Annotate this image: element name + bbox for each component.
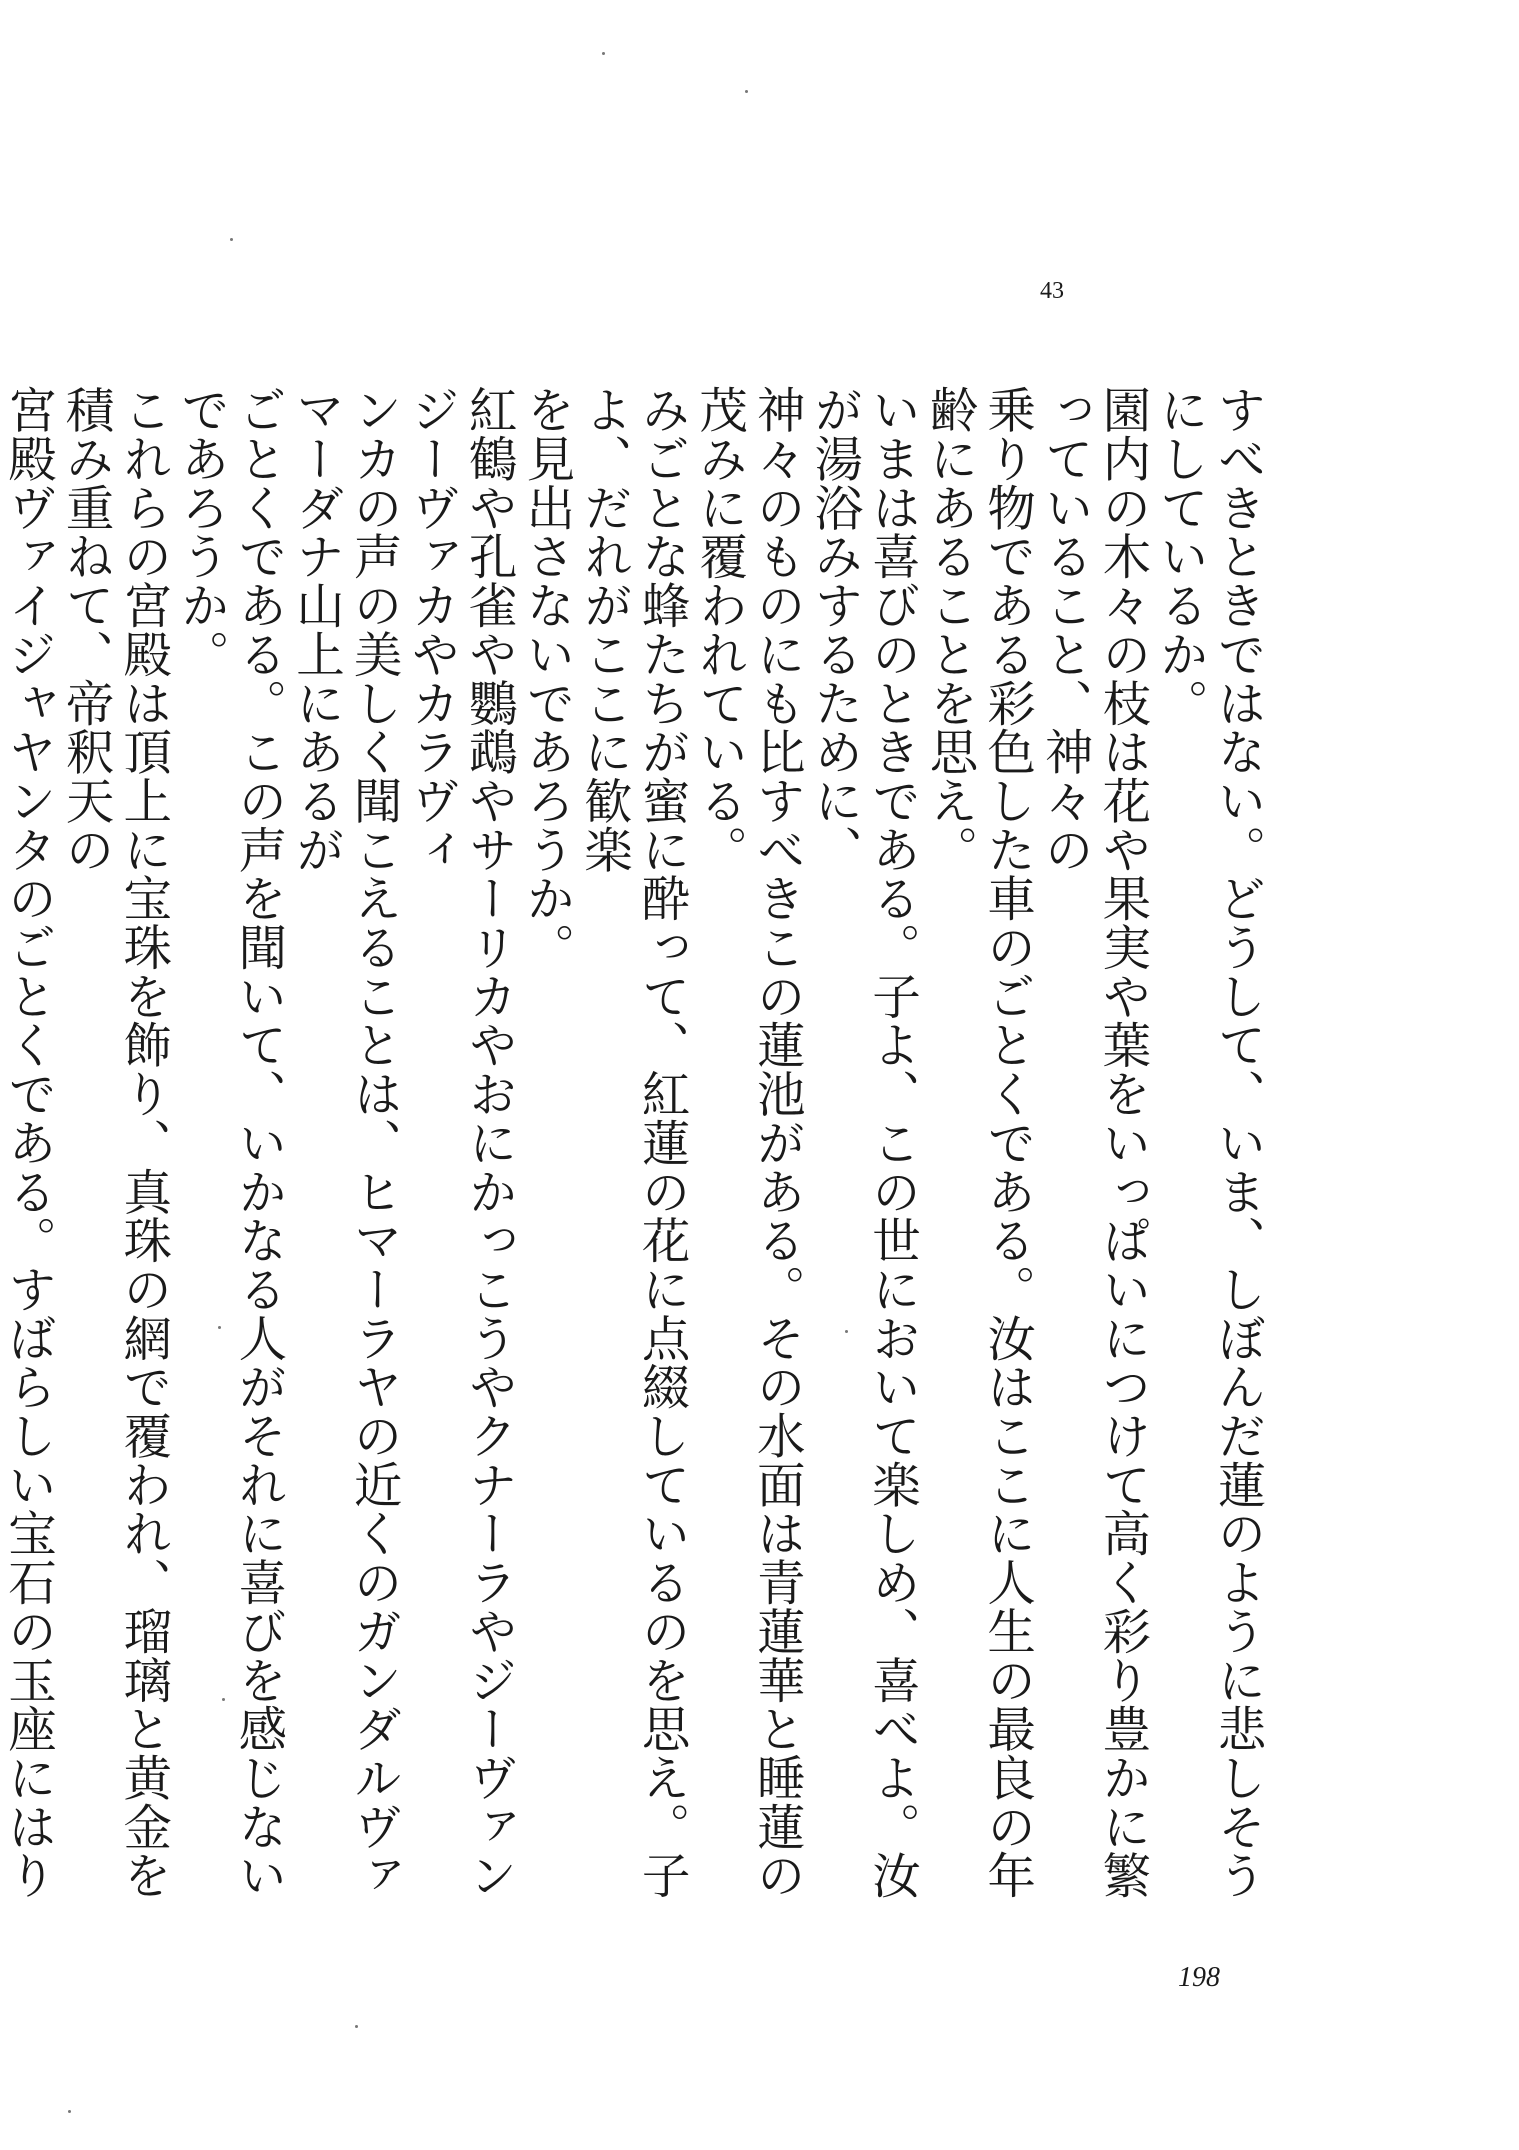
scan-speck xyxy=(602,52,605,55)
text-line: を見出さないであろうか。 xyxy=(517,385,574,972)
page-number-bottom: 198 xyxy=(1178,1962,1220,1993)
text-line: すべきときではない。どうして、いま、しぼんだ蓮のように悲しそうにしているか。 xyxy=(1151,385,1265,1900)
scan-speck xyxy=(745,90,748,93)
text-line: これらの宮殿は頂上に宝珠を飾り、真珠の網で覆われ、瑠璃と黄金を積み重ねて、帝釈天の xyxy=(57,385,171,1900)
scan-speck xyxy=(230,238,233,241)
text-line: ンカの声の美しく聞こえることは、ヒマーラヤの近くのガンダルヴァマーダナ山上にあるが xyxy=(287,385,402,1900)
scan-speck xyxy=(222,1698,225,1701)
text-line: 神々のものにも比すべきこの蓮池がある。その水面は青蓮華と睡蓮の茂みに覆われている。 xyxy=(690,385,805,1900)
page-number-top: 43 xyxy=(1040,278,1064,304)
scan-speck xyxy=(218,1326,221,1329)
text-line: 園内の木々の枝は花や果実や葉をいっぱいにつけて高く彩り豊かに繁っていること、神々の xyxy=(1036,385,1150,1900)
text-line: ごとくである。この声を聞いて、いかなる人がそれに喜びを感じないであろうか。 xyxy=(172,385,286,1900)
scan-speck xyxy=(68,2110,71,2113)
text-line: 乗り物である彩色した車のごとくである。汝はここに人生の最良の年齢にあることを思え。 xyxy=(921,385,1035,1900)
main-text-column xyxy=(0,385,1265,1945)
scan-speck xyxy=(845,1330,848,1333)
text-line: いまは喜びのときである。子よ、この世において楽しめ、喜べよ。汝が湯浴みするために、 xyxy=(805,385,920,1900)
scan-speck xyxy=(355,2025,358,2028)
text-line: みごとな蜂たちが蜜に酔って、紅蓮の花に点綴しているのを思え。子よ、だれがここに歓楽 xyxy=(575,385,690,1900)
text-line: 宮殿ヴァイジャヤンタのごとくである。すばらしい宝石の玉座にはり xyxy=(0,385,56,1900)
text-line: 紅鶴や孔雀や鸚鵡やサーリカやおにかっこうやクナーラやジーヴァンジーヴァカやカラヴィ xyxy=(402,385,517,1900)
